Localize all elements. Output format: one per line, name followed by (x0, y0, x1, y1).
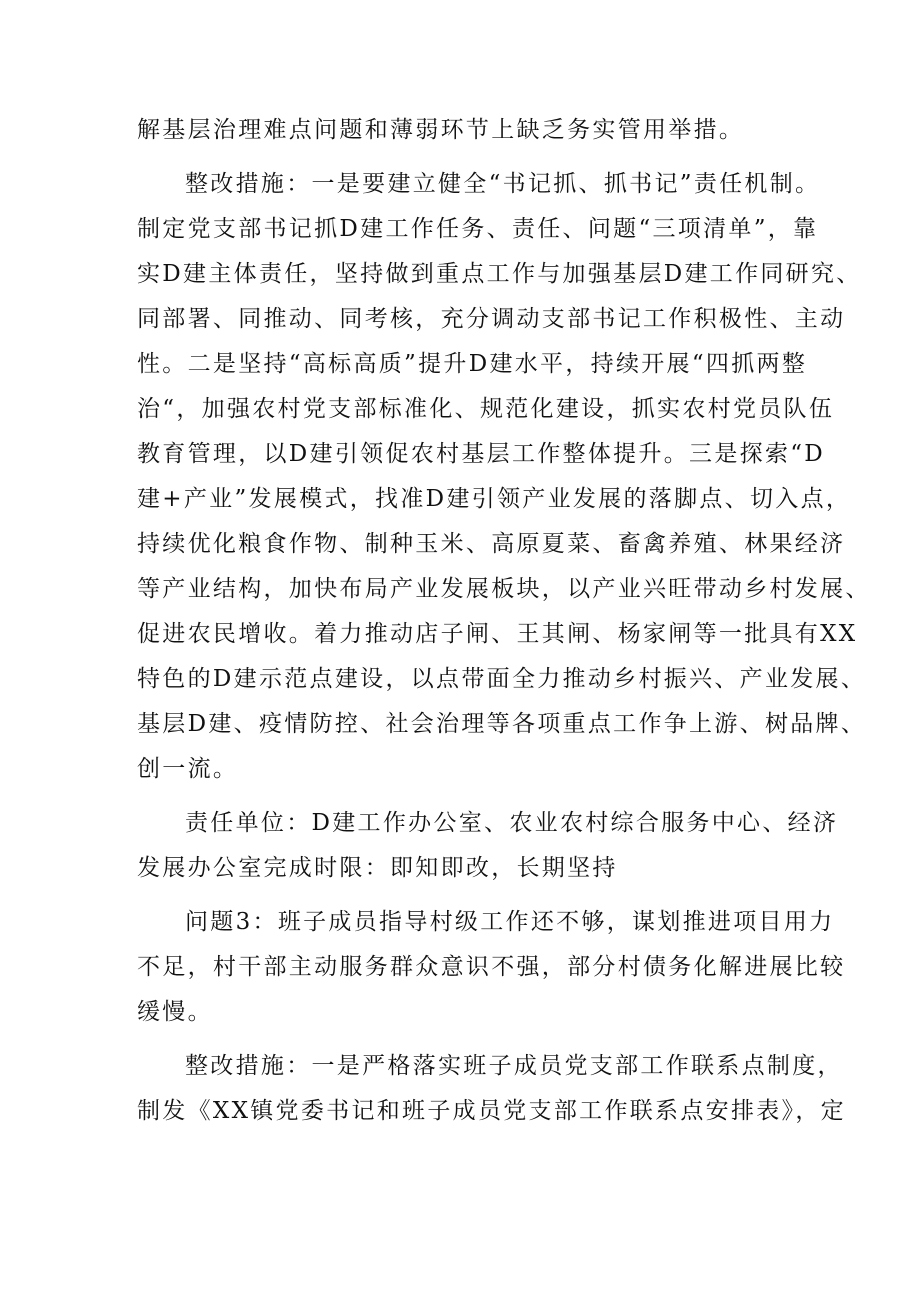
text-line: 性。二是坚持“高标高质”提升D建水平，持续开展“四抓两整 (137, 351, 808, 377)
text-line: 解基层治理难点问题和薄弱环节上缺乏务实管用举措。 (137, 117, 745, 143)
text-line: 促进农民增收。着力推动店子闸、王其闸、杨家闸等一批具有XX (137, 621, 858, 647)
text-line: 基层D建、疫情防控、社会治理等各项重点工作争上游、树品牌、 (137, 711, 867, 737)
text-line: 实D建主体责任，坚持做到重点工作与加强基层D建工作同研究、 (137, 261, 862, 287)
paragraph-start: 整改措施：一是严格落实班子成员党支部工作联系点制度， (185, 1053, 843, 1079)
paragraph-start: 问题3：班子成员指导村级工作还不够，谋划推进项目用力 (185, 909, 835, 935)
text-line: 制发《XX镇党委书记和班子成员党支部工作联系点安排表》，定 (137, 1098, 846, 1124)
text-line: 特色的D建示范点建设，以点带面全力推动乡村振兴、产业发展、 (137, 666, 867, 692)
text-line: 创一流。 (137, 756, 239, 782)
paragraph-start: 整改措施：一是要建立健全“书记抓、抓书记”责任机制。 (185, 171, 821, 197)
text-line: 治“，加强农村党支部标准化、规范化建设，抓实农村党员队伍 (137, 396, 835, 422)
text-line: 同部署、同推动、同考核，充分调动支部书记工作积极性、主动 (137, 306, 846, 332)
text-line: 教育管理，以D建引领促农村基层工作整体提升。三是探索“D (137, 441, 826, 467)
paragraph-start: 责任单位：D建工作办公室、农业农村综合服务中心、经济 (185, 810, 839, 836)
text-line: 持续优化粮食作物、制种玉米、高原夏菜、畜禽养殖、林果经济 (137, 531, 846, 557)
text-line: 缓慢。 (137, 999, 213, 1025)
text-line: 不足，村干部主动服务群众意识不强，部分村债务化解进展比较 (137, 954, 846, 980)
text-line: 等产业结构，加快布局产业发展板块，以产业兴旺带动乡村发展、 (137, 576, 871, 602)
text-line: 建+产业”发展模式，找准D建引领产业发展的落脚点、切入点， (137, 486, 852, 512)
text-line: 制定党支部书记抓D建工作任务、责任、问题“三项清单”，靠 (137, 216, 819, 242)
text-line: 发展办公室完成时限：即知即改，长期坚持 (137, 855, 618, 881)
